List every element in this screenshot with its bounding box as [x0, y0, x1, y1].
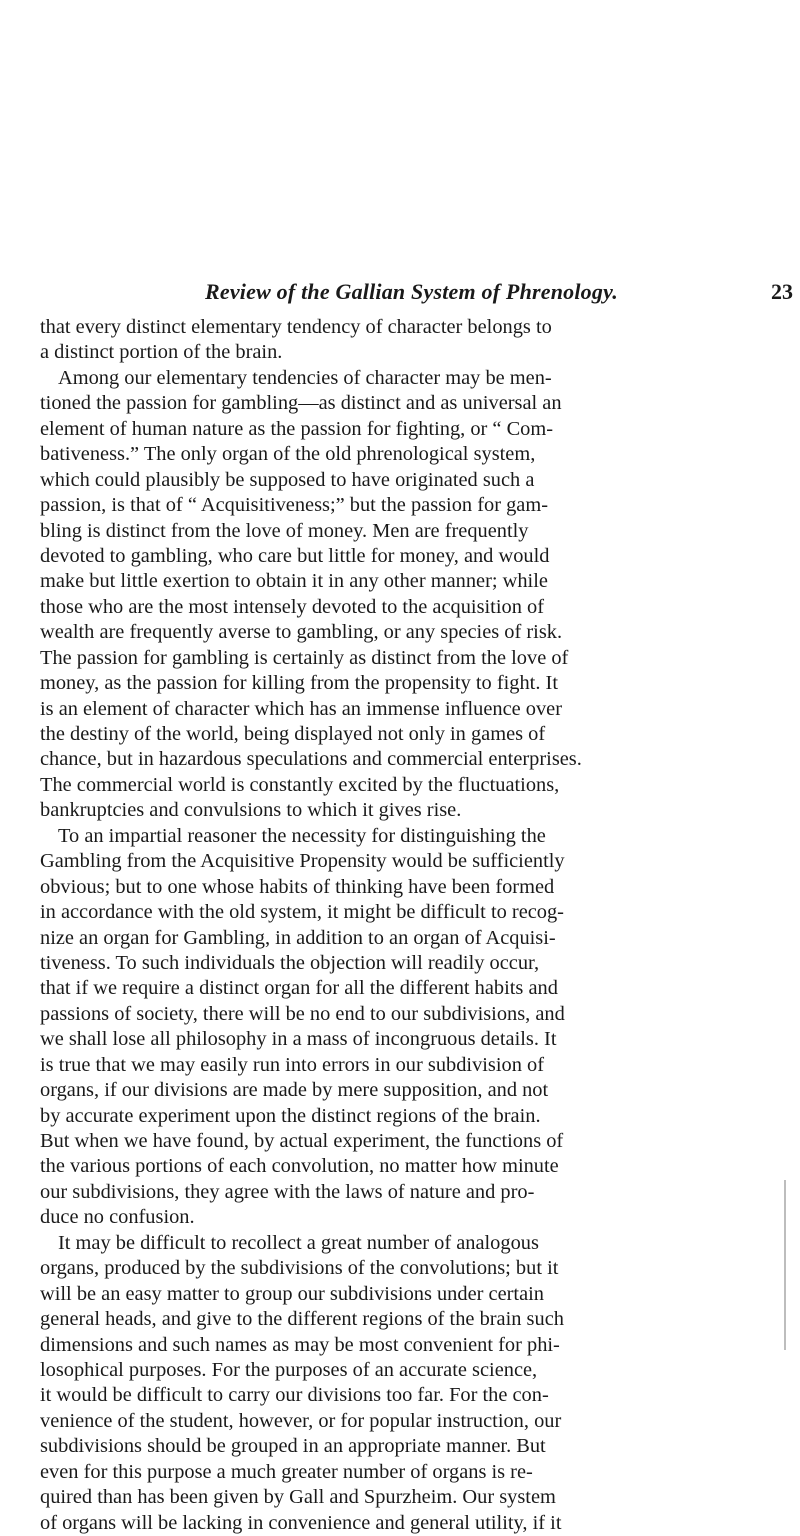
- text-line: it would be difficult to carry our divisions too far. For the con-: [40, 1384, 549, 1407]
- text-line: The commercial world is constantly excited by the fluctuations,: [40, 773, 560, 796]
- text-line: that if we require a distinct organ for all the different habits and: [40, 977, 558, 1000]
- text-line: Among our elementary tendencies of character may be men-: [58, 366, 552, 389]
- text-line: The passion for gambling is certainly as distinct from the love of: [40, 646, 569, 669]
- text-line: in accordance with the old system, it might be difficult to recog-: [40, 901, 564, 924]
- text-line: our subdivisions, they agree with the laws of nature and pro-: [40, 1180, 535, 1203]
- text-line: bling is distinct from the love of money. Men are frequently: [40, 519, 529, 542]
- text-line: passions of society, there will be no end to our subdivisions, and: [40, 1002, 565, 1025]
- text-line: make but little exertion to obtain it in any other manner; while: [40, 570, 548, 593]
- text-line: organs, produced by the subdivisions of the convolutions; but it: [40, 1257, 559, 1280]
- text-line: money, as the passion for killing from the propensity to fight. It: [40, 672, 558, 695]
- text-line: organs, if our divisions are made by mere supposition, and not: [40, 1079, 549, 1102]
- text-line: passion, is that of “ Acquisitiveness;” but the passion for gam-: [40, 494, 548, 517]
- text-line: tioned the passion for gambling—as distinct and as universal an: [40, 392, 562, 415]
- text-line: duce no confusion.: [40, 1206, 195, 1229]
- text-line: the destiny of the world, being displayed not only in games of: [40, 723, 546, 745]
- body-text: [40, 315, 792, 1536]
- text-line: element of human nature as the passion for fighting, or “ Com-: [40, 417, 554, 440]
- text-line: which could plausibly be supposed to have originated such a: [40, 468, 535, 491]
- text-line: obvious; but to one whose habits of thinking have been formed: [40, 875, 555, 898]
- text-line: losophical purposes. For the purposes of an accurate science,: [40, 1358, 538, 1381]
- text-line: even for this purpose a much greater number of organs is re-: [40, 1460, 533, 1483]
- text-line: of organs will be lacking in convenience and general utility, if it: [40, 1511, 562, 1534]
- text-line: dimensions and such names as may be most convenient for phi-: [40, 1333, 560, 1356]
- text-line: is an element of character which has an immense influence over: [40, 697, 563, 720]
- text-line: To an impartial reasoner the necessity for distinguishing the: [58, 824, 546, 847]
- running-head: [205, 278, 793, 308]
- text-line: Gambling from the Acquisitive Propensity would be sufficiently: [40, 850, 565, 873]
- text-line: subdivisions should be grouped in an appropriate manner. But: [40, 1435, 546, 1458]
- text-line: chance, but in hazardous speculations and commercial enterprises.: [40, 748, 582, 771]
- text-line: the various portions of each convolution, no matter how minute: [40, 1155, 559, 1178]
- text-line: a distinct portion of the brain.: [40, 341, 283, 364]
- text-line: that every distinct elementary tendency of character belongs to: [40, 316, 552, 338]
- text-line: those who are the most intensely devoted to the acquisition of: [40, 595, 544, 618]
- text-line: venience of the student, however, or for popular instruction, our: [40, 1409, 562, 1432]
- page-number: 23: [771, 279, 793, 304]
- text-line: general heads, and give to the different regions of the brain such: [40, 1308, 564, 1331]
- text-line: is true that we may easily run into errors in our subdivision of: [40, 1053, 545, 1076]
- running-title: Review of the Gallian System of Phrenology.: [205, 279, 618, 304]
- text-line: bankruptcies and convulsions to which it gives rise.: [40, 799, 462, 822]
- text-line: tiveness. To such individuals the objection will readily occur,: [40, 951, 540, 974]
- text-line: bativeness.” The only organ of the old phrenological system,: [40, 443, 536, 466]
- text-line: will be an easy matter to group our subdivisions under certain: [40, 1282, 544, 1305]
- page-edge-shadow: [784, 1180, 786, 1350]
- text-line: nize an organ for Gambling, in addition to an organ of Acquisi-: [40, 926, 556, 949]
- text-line: wealth are frequently averse to gambling, or any species of risk.: [40, 621, 563, 644]
- text-line: devoted to gambling, who care but little for money, and would: [40, 544, 550, 567]
- text-line: It may be difficult to recollect a great number of analogous: [58, 1231, 539, 1254]
- text-line: we shall lose all philosophy in a mass of incongruous details. It: [40, 1028, 557, 1051]
- text-line: But when we have found, by actual experiment, the functions of: [40, 1130, 564, 1152]
- text-line: quired than has been given by Gall and Spurzheim. Our system: [40, 1486, 556, 1509]
- text-line: by accurate experiment upon the distinct regions of the brain.: [40, 1104, 541, 1127]
